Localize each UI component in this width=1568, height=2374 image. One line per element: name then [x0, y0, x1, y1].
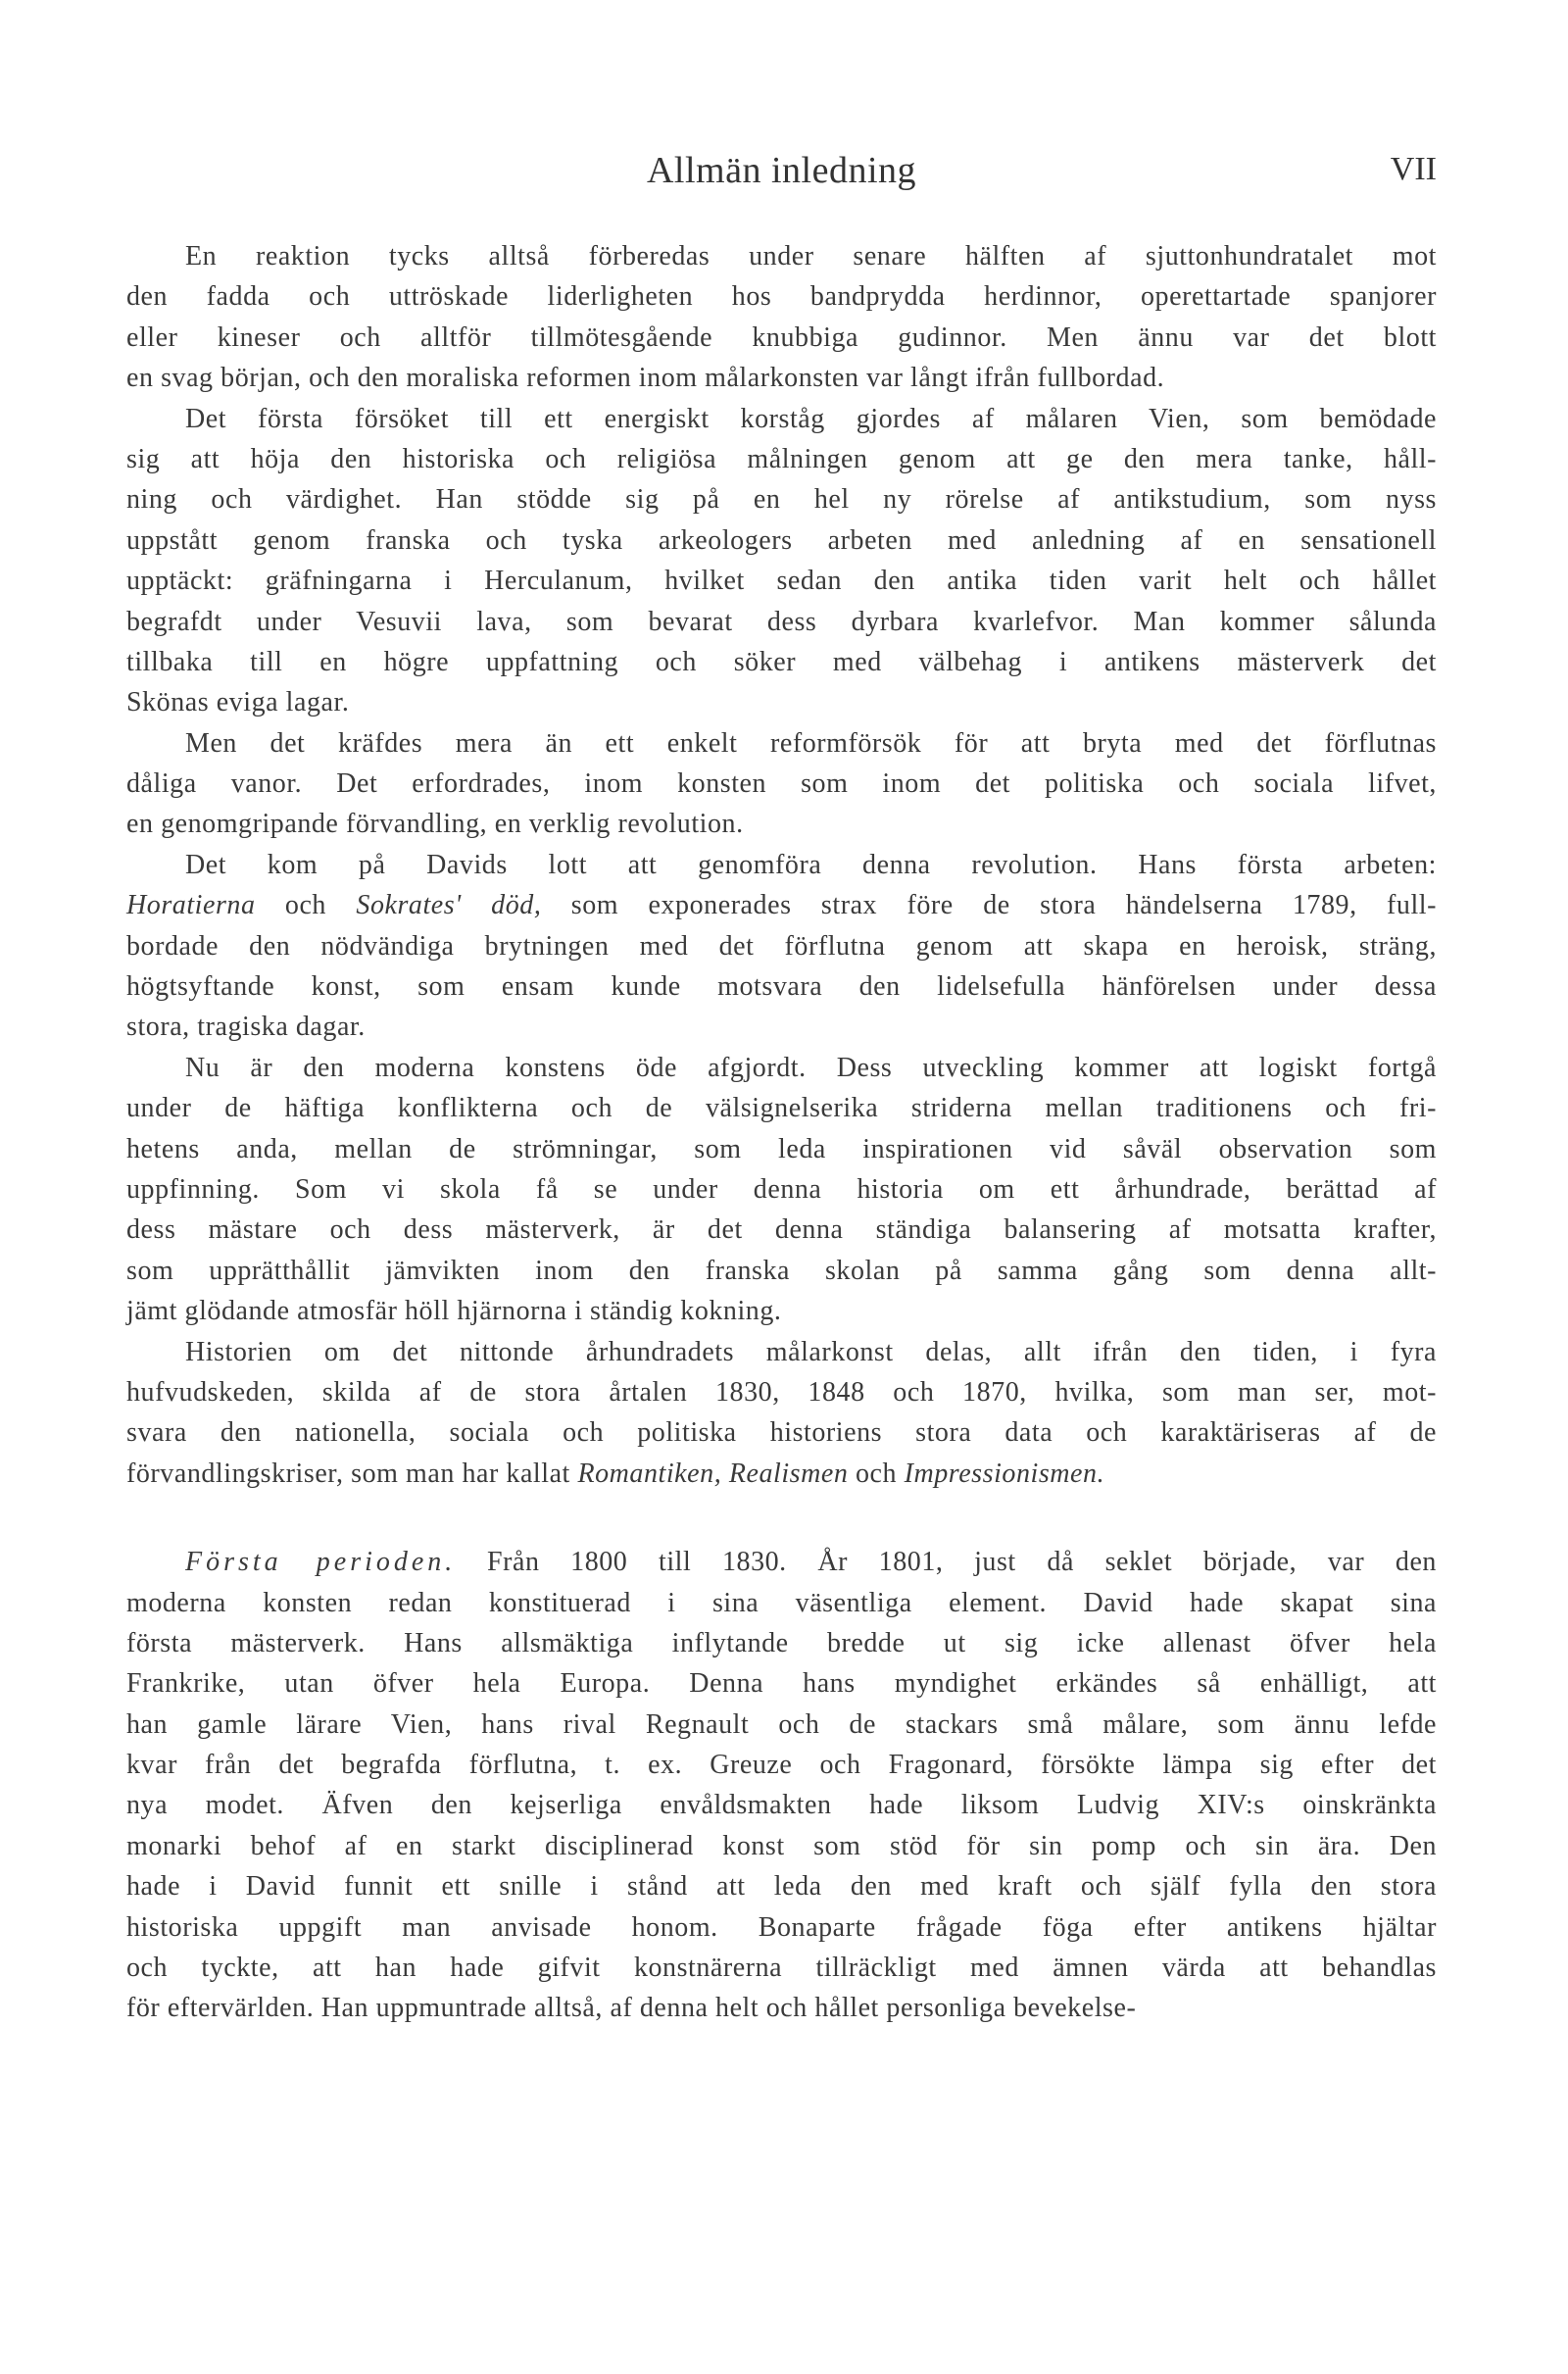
text-run: kvar från det begrafda förflutna, t. ex. Greuze och Fragonard, försökte lämpa sig efter det [126, 1750, 1437, 1781]
text-line [126, 399, 1437, 439]
text-run: bordade den nödvändiga brytningen med det förflutna genom att skapa en heroisk, sträng, [126, 930, 1437, 962]
text-run: första mästerverk. Hans allsmäktiga inflytande bredde ut sig icke allenast öfver hela [126, 1627, 1437, 1658]
text-line [126, 1988, 1437, 2028]
text-run: moderna konsten redan konstituerad i sina väsentliga element. David hade skapat sina [126, 1587, 1437, 1618]
text-run: för eftervärlden. Han uppmuntrade alltså, af denna helt och hållet personliga bevekelse- [126, 1993, 1137, 2024]
text-run: han gamle lärare Vien, hans rival Regnault och de stackars små målare, som ännu lefde [126, 1708, 1437, 1740]
text-line [126, 318, 1437, 358]
text-run: svara den nationella, sociala och politiska historiens stora data och karaktäriseras af de [126, 1417, 1437, 1449]
paragraph [126, 845, 1437, 1048]
text-line [126, 1007, 1437, 1047]
text-line [126, 1663, 1437, 1704]
text-run: uppfinning. Som vi skola få se under denna historia om ett århundrade, berättad af [126, 1173, 1437, 1205]
text-run: monarki behof af en starkt disciplinerad konst som stöd för sin pomp och sin ära. Den [126, 1830, 1437, 1861]
text-run: Skönas eviga lagar. [126, 687, 350, 718]
text-line [126, 1705, 1437, 1745]
text-run: och [848, 1458, 905, 1489]
text-line [126, 1412, 1437, 1453]
italic-text: Impressionismen. [904, 1458, 1105, 1489]
text-line [126, 804, 1437, 844]
text-run: tillbaka till en högre uppfattning och söker med välbehag i antikens mästerverk det [126, 646, 1437, 677]
text-run: dess mästare och dess mästerverk, är det denna ständiga balansering af motsatta krafter, [126, 1214, 1437, 1246]
text-line [126, 926, 1437, 966]
text-line [126, 358, 1437, 398]
text-run: dåliga vanor. Det erfordrades, inom konsten som inom det politiska och sociala lifvet, [126, 768, 1437, 800]
text-run: som upprätthållit jämvikten inom den franska skolan på samma gång som denna allt- [126, 1255, 1437, 1286]
text-line [126, 276, 1437, 317]
text-line [126, 1372, 1437, 1412]
page-number: VII [1390, 151, 1437, 187]
text-run: och [255, 890, 357, 921]
text-line [126, 1583, 1437, 1623]
paragraph [126, 236, 1437, 399]
text-run: Från 1800 till 1830. År 1801, just då seklet började, var den [456, 1547, 1437, 1578]
text-line [126, 1826, 1437, 1866]
text-run: uppstått genom franska och tyska arkeologers arbeten med anledning af en sensationell [126, 524, 1437, 556]
text-run: hetens anda, mellan de strömningar, som leda inspirationen vid såväl observation som [126, 1133, 1437, 1164]
text-run: Men det kräfdes mera än ett enkelt reformförsök för att bryta med det förflutnas [185, 727, 1437, 759]
text-run: och tyckte, att han hade gifvit konstnärerna tillräckligt med ämnen värda att behandlas [126, 1953, 1437, 1984]
text-line [126, 1454, 1437, 1494]
paragraph [126, 723, 1437, 845]
text-run: en svag början, och den moraliska reformen inom målarkonsten var långt ifrån fullbordad. [126, 363, 1165, 394]
text-run: Historien om det nittonde århundradets målarkonst delas, allt ifrån den tiden, i fyra [185, 1336, 1437, 1367]
text-line [126, 1169, 1437, 1210]
text-run: jämt glödande atmosfär höll hjärnorna i ständig kokning. [126, 1296, 782, 1327]
text-line [126, 642, 1437, 682]
text-line [126, 966, 1437, 1007]
text-line [126, 885, 1437, 925]
running-title: Allmän inledning [646, 150, 917, 191]
text-line [126, 1866, 1437, 1906]
text-line [126, 1332, 1437, 1372]
text-run: nya modet. Äfven den kejserliga envåldsmakten hade liksom Ludvig XIV:s oinskränkta [126, 1790, 1437, 1821]
text-run: under de häftiga konflikterna och de välsignelserika striderna mellan traditionens och fri- [126, 1093, 1437, 1124]
text-run: Frankrike, utan öfver hela Europa. Denna hans myndighet erkändes så enhälligt, att [126, 1668, 1437, 1700]
running-head [126, 149, 1437, 208]
text-line [126, 1210, 1437, 1250]
text-run: den fadda och uttröskade liderligheten hos bandprydda herdinnor, operettartade spanjorer [126, 281, 1437, 313]
paragraph [126, 1542, 1437, 2029]
text-run: begrafdt under Vesuvii lava, som bevarat dess dyrbara kvarlefvor. Man kommer sålunda [126, 606, 1437, 637]
text-line [126, 602, 1437, 642]
text-line [126, 561, 1437, 601]
text-run: stora, tragiska dagar. [126, 1012, 366, 1043]
text-line [126, 236, 1437, 276]
text-run: sig att höja den historiska och religiösa målningen genom att ge den mera tanke, håll- [126, 443, 1437, 474]
text-run: ning och värdighet. Han stödde sig på en hel ny rörelse af antikstudium, som nyss [126, 484, 1437, 516]
text-line [126, 520, 1437, 561]
text-run [721, 1459, 729, 1489]
text-line [126, 1251, 1437, 1291]
text-line [126, 479, 1437, 519]
text-line [126, 845, 1437, 885]
text-line [126, 439, 1437, 479]
text-run: som exponerades strax före de stora händelserna 1789, full- [541, 890, 1437, 921]
text-line [126, 1907, 1437, 1948]
text-line [126, 1291, 1437, 1331]
italic-text: Horatierna [126, 890, 256, 921]
text-run: hufvudskeden, skilda af de stora årtalen 1830, 1848 och 1870, hvilka, som man ser, mot- [126, 1376, 1437, 1408]
text-line [126, 1542, 1437, 1582]
text-run: historiska uppgift man anvisade honom. Bonaparte frågade föga efter antikens hjältar [126, 1911, 1437, 1943]
italic-text: Första perioden. [185, 1547, 457, 1578]
text-line [126, 764, 1437, 804]
paragraph [126, 399, 1437, 723]
text-run: en genomgripande förvandling, en verklig revolution. [126, 809, 744, 840]
text-run: Det kom på Davids lott att genomföra denna revolution. Hans första arbeten: [185, 849, 1437, 880]
italic-text: Romantiken, [577, 1458, 722, 1489]
italic-text: Realismen [728, 1458, 849, 1489]
body-text [126, 236, 1437, 2029]
text-line [126, 682, 1437, 722]
text-line [126, 1048, 1437, 1088]
text-run: Det första försöket till ett energiskt korståg gjordes af målaren Vien, som bemödade [185, 403, 1437, 434]
text-run: upptäckt: gräfningarna i Herculanum, hvilket sedan den antika tiden varit helt och hållet [126, 566, 1437, 597]
text-run: förvandlingskriser, som man har kallat [126, 1458, 578, 1489]
text-run: hade i David funnit ett snille i stånd att leda den med kraft och själf fylla den stora [126, 1871, 1437, 1903]
text-line [126, 1129, 1437, 1169]
text-line [126, 723, 1437, 764]
text-run: högtsyftande konst, som ensam kunde motsvara den lidelsefulla hänförelsen under dessa [126, 971, 1437, 1003]
section-gap [126, 1494, 1437, 1542]
paragraph [126, 1332, 1437, 1495]
text-line [126, 1785, 1437, 1825]
text-line [126, 1948, 1437, 1988]
text-line [126, 1623, 1437, 1663]
text-line [126, 1745, 1437, 1785]
text-run: En reaktion tycks alltså förberedas under senare hälften af sjuttonhundratalet mot [185, 241, 1437, 272]
text-run: Nu är den moderna konstens öde afgjordt. Dess utveckling kommer att logiskt fortgå [185, 1052, 1437, 1083]
text-line [126, 1088, 1437, 1128]
text-run: eller kineser och alltför tillmötesgående knubbiga gudinnor. Men ännu var det blott [126, 321, 1437, 353]
italic-text: Sokrates' död, [356, 890, 542, 921]
paragraph [126, 1048, 1437, 1332]
